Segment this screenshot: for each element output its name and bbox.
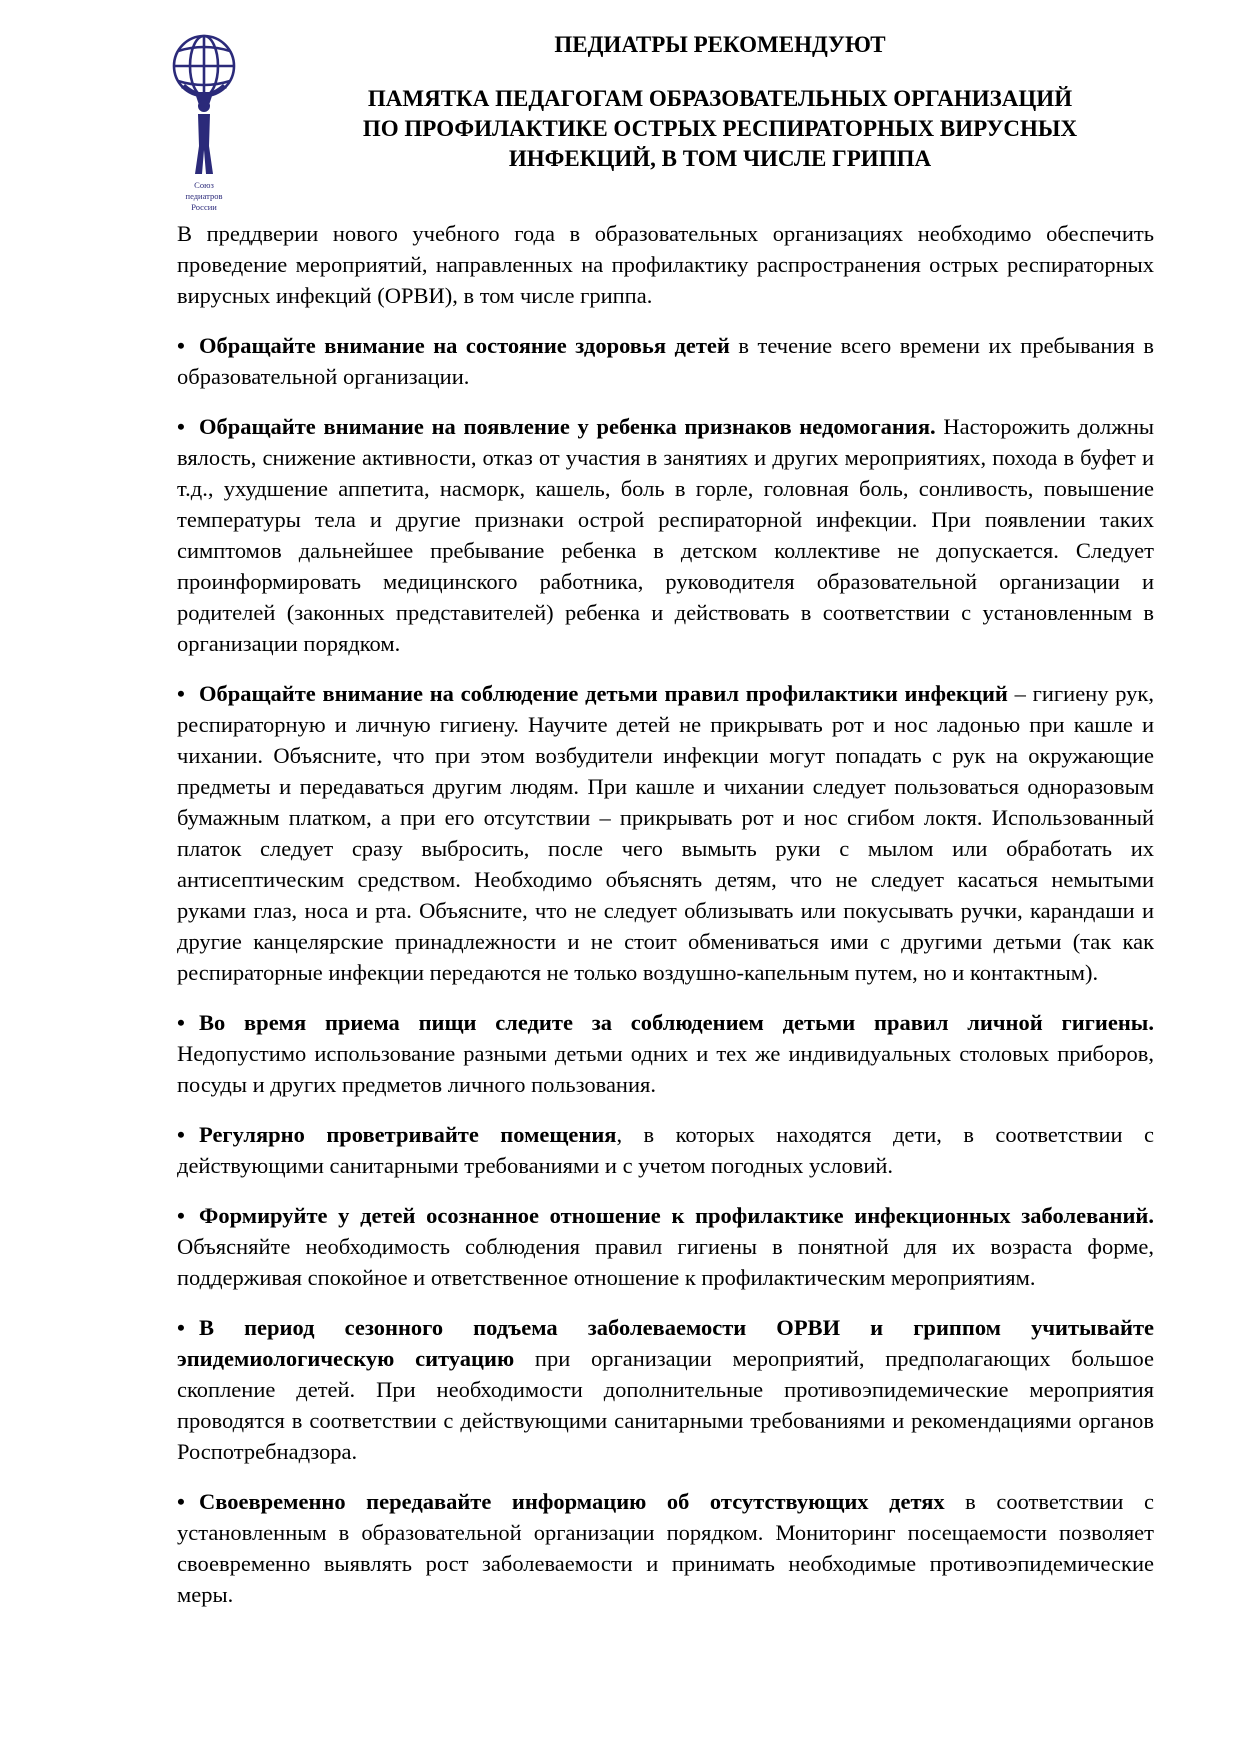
list-item	[177, 1486, 1154, 1610]
bullet-icon: •	[177, 681, 185, 706]
item-text: в течение всего времени их пребывания в образовательной организации.	[177, 333, 1154, 389]
item-bold: Формируйте у детей осознанное отношение к профилактике инфекционных заболеваний.	[199, 1203, 1154, 1228]
list-item	[177, 1312, 1154, 1467]
title-line-1: ПАМЯТКА ПЕДАГОГАМ ОБРАЗОВАТЕЛЬНЫХ ОРГАНИЗАЦИЙ	[367, 86, 1073, 111]
item-text: Насторожить должны вялость, снижение активности, отказ от участия в занятиях и других мероприятиях, похода в буфет и т.д., ухудшение аппетита, насморк, кашель, боль в горле, головная боль, сонливость, повышение температуры тела и другие признаки острой респираторной инфекции. При появлении таких симптомов дальнейшее пребывание ребенка в детском коллективе не допускается. Следует проинформировать медицинского работника, руководителя образовательной организации и родителей (законных представителей) ребенка и действовать в соответствии с установленным в организации порядком.	[177, 414, 1154, 656]
item-text: Объясняйте необходимость соблюдения правил гигиены в понятной для их возраста форме, поддерживая спокойное и ответственное отношение к профилактическим мероприятиям.	[177, 1234, 1154, 1290]
logo	[166, 28, 242, 218]
item-text: в соответствии с установленным в образовательной организации порядком. Мониторинг посещаемости позволяет своевременно выявлять рост заболеваемости и принимать необходимые противоэпидемические меры.	[177, 1489, 1154, 1607]
list-item	[177, 1200, 1154, 1293]
bullet-icon: •	[177, 1122, 185, 1147]
item-text: – гигиену рук, респираторную и личную гигиену. Научите детей не прикрывать рот и нос ладонью при кашле и чихании. Объясните, что при этом возбудители инфекции могут попадать с рук на окружающие предметы и передаваться другим людям. При кашле и чихании следует пользоваться одноразовым бумажным платком, а при его отсутствии – прикрывать рот и нос сгибом локтя. Использованный платок следует сразу выбросить, после чего вымыть руки с мылом или обработать их антисептическим средством. Необходимо объяснять детям, что не следует касаться немытыми руками глаз, носа и рта. Объясните, что не следует облизывать или покусывать ручки, карандаши и другие канцелярские принадлежности и не стоит обмениваться ими с другими детьми (так как респираторные инфекции передаются не только воздушно-капельным путем, но и контактным).	[177, 681, 1154, 985]
item-bold: Во время приема пищи следите за соблюдением детьми правил личной гигиены.	[199, 1010, 1154, 1035]
list-item	[177, 1119, 1154, 1181]
document-body	[177, 218, 1154, 1629]
item-text: , в которых находятся дети, в соответствии с действующими санитарными требованиями и с учетом погодных условий.	[177, 1122, 1154, 1178]
list-item	[177, 1007, 1154, 1100]
bullet-icon: •	[177, 1315, 185, 1340]
item-bold: Регулярно проветривайте помещения	[199, 1122, 617, 1147]
item-text: Недопустимо использование разными детьми одних и тех же индивидуальных столовых приборов, посуды и других предметов личного пользования.	[177, 1041, 1154, 1097]
item-text: при организации мероприятий, предполагающих большое скопление детей. При необходимости дополнительные противоэпидемические мероприятия проводятся в соответствии с действующими санитарными требованиями и рекомендациями органов Роспотребнадзора.	[177, 1346, 1155, 1464]
title-line-3: ИНФЕКЦИЙ, В ТОМ ЧИСЛЕ ГРИППА	[508, 146, 932, 171]
item-bold: Обращайте внимание на соблюдение детьми правил профилактики инфекций	[199, 681, 1008, 706]
item-bold: В период сезонного подъема заболеваемости ОРВИ и гриппом учитывайте эпидемиологическую ситуацию	[177, 1315, 1154, 1371]
item-bold: Своевременно передавайте информацию об отсутствующих детях	[199, 1489, 945, 1514]
list-item	[177, 678, 1154, 988]
supertitle: ПЕДИАТРЫ РЕКОМЕНДУЮТ	[554, 32, 886, 57]
logo-text-line-2: педиатров	[185, 191, 223, 201]
document-header	[260, 30, 1180, 174]
list-item	[177, 411, 1154, 659]
logo-text-line-1: Союз	[194, 180, 214, 190]
title-line-2: ПО ПРОФИЛАКТИКЕ ОСТРЫХ РЕСПИРАТОРНЫХ ВИРУСНЫХ	[362, 116, 1078, 141]
globe-figure-icon	[166, 28, 242, 218]
item-bold: Обращайте внимание на появление у ребенка признаков недомогания.	[199, 414, 936, 439]
bullet-icon: •	[177, 414, 185, 439]
bullet-icon: •	[177, 333, 185, 358]
list-item	[177, 330, 1154, 392]
intro-paragraph: В преддверии нового учебного года в образовательных организациях необходимо обеспечить проведение мероприятий, направленных на профилактику распространения острых респираторных вирусных инфекций (ОРВИ), в том числе гриппа.	[177, 221, 1154, 308]
bullet-icon: •	[177, 1010, 185, 1035]
bullet-icon: •	[177, 1203, 185, 1228]
item-bold: Обращайте внимание на состояние здоровья детей	[199, 333, 730, 358]
logo-text-line-3: России	[191, 202, 217, 212]
bullet-icon: •	[177, 1489, 185, 1514]
